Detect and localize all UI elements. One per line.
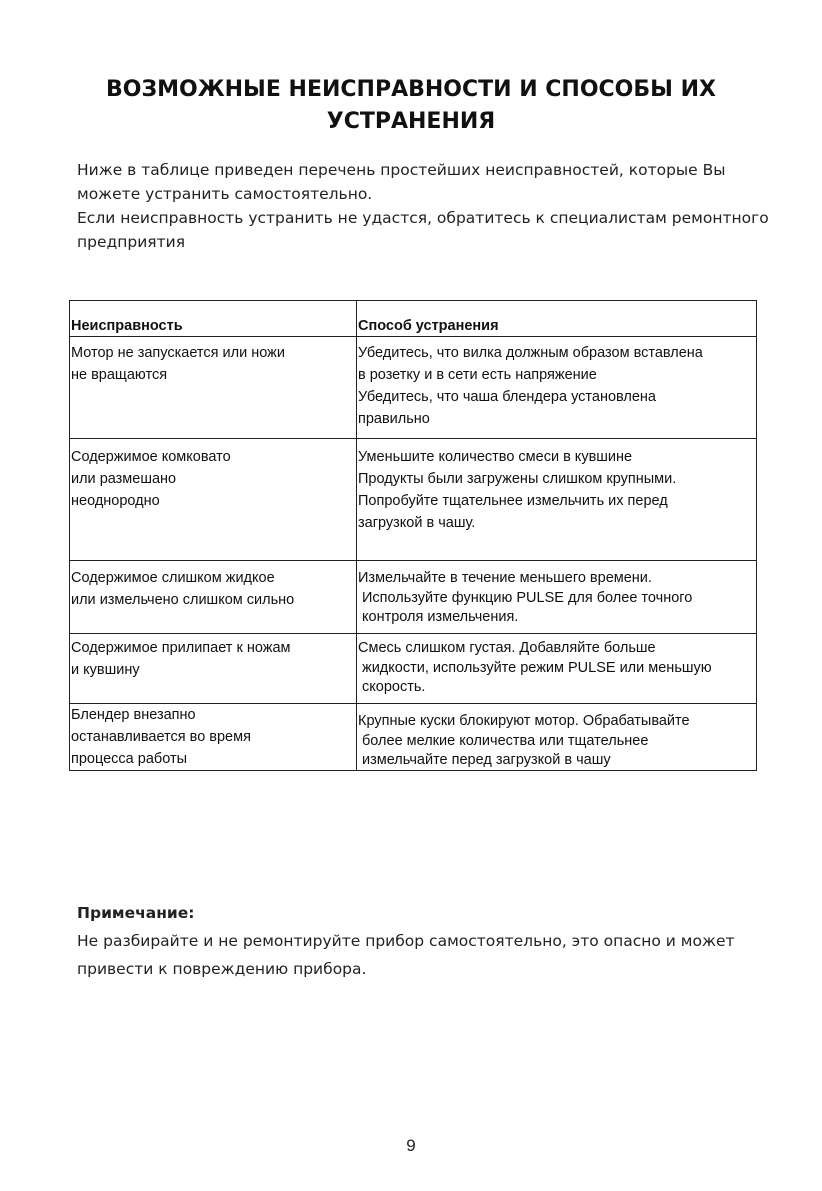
problem-line: не вращаются [71,367,168,383]
problem-line: процесса работы [71,751,188,767]
solution-cell [357,337,757,439]
solution-line: Убедитесь, что чаша блендера установлена [358,389,657,405]
solution-line: Уменьшите количество смеси в кувшине [358,449,633,465]
problem-line: Содержимое слишком жидкое [71,570,275,586]
solution-line: правильно [358,411,430,427]
intro-paragraph: Ниже в таблице приведен перечень простейших неисправностей, которые Вы можете устранить самостоятельно. [77,161,726,203]
problem-line: Мотор не запускается или ножи [71,345,285,361]
solution-line: измельчайте перед загрузкой в чашу [362,752,611,768]
solution-line: контроля измельчения. [362,609,519,625]
solution-cell [357,634,757,704]
solution-line: скорость. [362,679,426,695]
problem-line: Содержимое прилипает к ножам [71,640,291,656]
page-title: ВОЗМОЖНЫЕ НЕИСПРАВНОСТИ И СПОСОБЫ ИХ УСТРАНЕНИЯ [106,77,716,134]
problem-cell [70,337,357,439]
solution-line: жидкости, используйте режим PULSE или меньшую [362,660,712,676]
solution-line: в розетку и в сети есть напряжение [358,367,597,383]
problem-cell [70,704,357,771]
solution-line: Смесь слишком густая. Добавляйте больше [358,640,656,656]
solution-line: загрузкой в чашу. [358,515,476,531]
note-section [77,899,777,983]
solution-line: Продукты были загружены слишком крупными. [358,471,677,487]
problem-cell [70,561,357,634]
column-header-solution: Способ устранения [357,301,757,337]
table-header-row [70,301,757,337]
intro-text [77,158,777,254]
problem-line: неоднородно [71,493,160,509]
problem-line: Блендер внезапно [71,707,196,723]
problem-line: останавливается во время [71,729,251,745]
solution-cell [357,561,757,634]
column-header-problem: Неисправность [70,301,357,337]
solution-line: Убедитесь, что вилка должным образом вставлена [358,345,703,361]
table-row [70,337,757,439]
solution-line: Попробуйте тщательнее измельчить их перед [358,493,668,509]
problem-cell [70,634,357,704]
problem-line: или измельчено слишком сильно [71,592,295,608]
note-heading: Примечание: [77,904,195,922]
solution-line: более мелкие количества или тщательнее [362,733,649,749]
solution-line: Измельчайте в течение меньшего времени. [358,570,652,586]
table-row [70,561,757,634]
problem-line: Содержимое комковато [71,449,231,465]
table-row [70,704,757,771]
solution-line: Крупные куски блокируют мотор. Обрабатывайте [358,713,690,729]
page-number: 9 [406,1136,416,1155]
intro-paragraph: Если неисправность устранить не удастся, обратитесь к специалистам ремонтного предприятия [77,209,769,251]
table-row [70,634,757,704]
problem-line: или размешано [71,471,177,487]
note-text: Не разбирайте и не ремонтируйте прибор самостоятельно, это опасно и может привести к повреждению прибора. [77,932,735,978]
problem-cell [70,439,357,561]
problem-line: и кувшину [71,662,140,678]
troubleshooting-table [69,300,757,771]
solution-cell [357,439,757,561]
solution-cell [357,704,757,771]
table-row [70,439,757,561]
solution-line: Используйте функцию PULSE для более точного [362,590,693,606]
